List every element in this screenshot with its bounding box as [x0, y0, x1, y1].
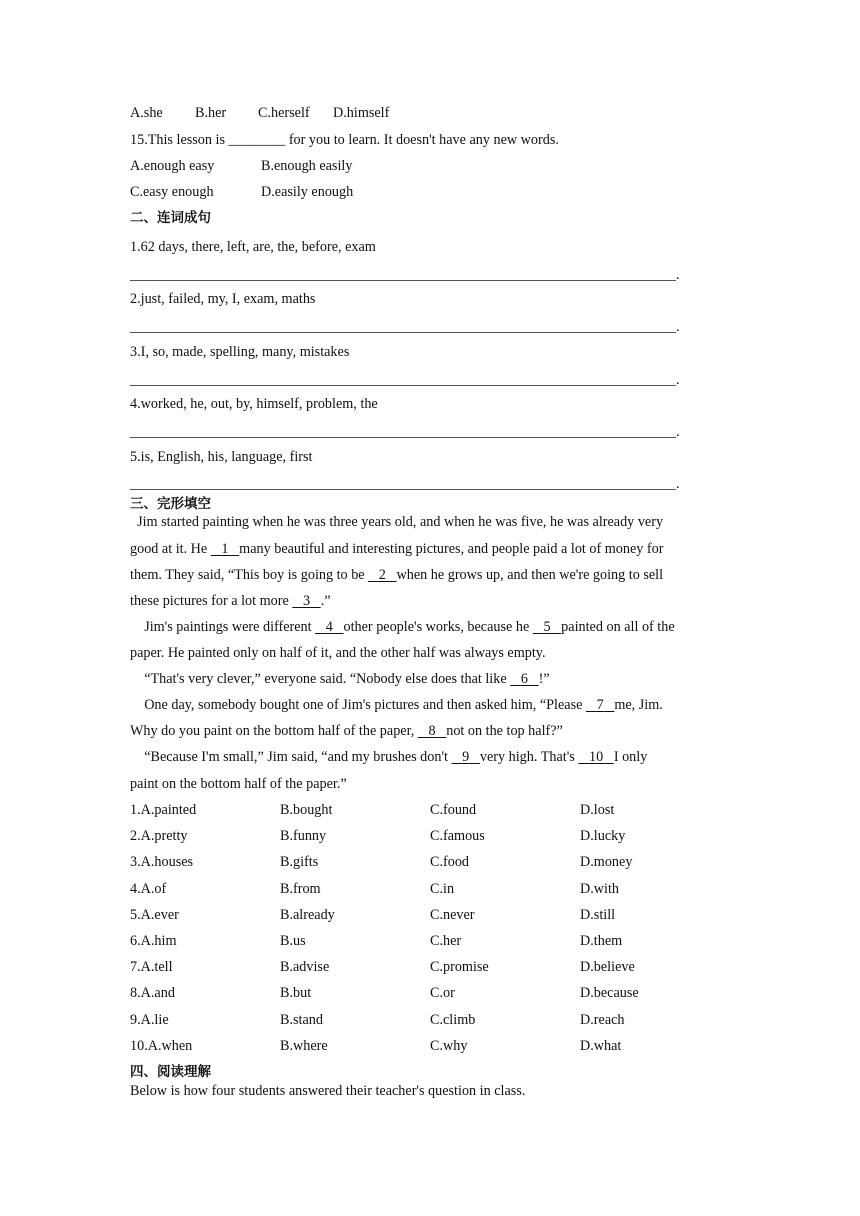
- passage-text: !”: [538, 671, 550, 687]
- cloze-option[interactable]: 1.A.painted: [130, 802, 197, 818]
- passage-line: [130, 722, 563, 740]
- cloze-blank-number: 5: [543, 619, 551, 635]
- passage-text: these pictures for a lot more: [130, 593, 293, 609]
- cloze-blank[interactable]: [292, 592, 320, 610]
- passage-line: [130, 644, 546, 662]
- answer-period: .: [676, 424, 680, 440]
- cloze-option[interactable]: B.advise: [280, 959, 330, 976]
- cloze-option[interactable]: 2.A.pretty: [130, 828, 188, 845]
- cloze-option[interactable]: B.but: [280, 985, 312, 1002]
- cloze-blank-number: 3: [302, 593, 311, 609]
- cloze-option[interactable]: D.them: [580, 933, 623, 949]
- passage-line: [130, 592, 331, 610]
- cloze-blank[interactable]: [578, 748, 613, 766]
- q15-option-c: C.easy enough: [130, 184, 214, 200]
- passage-line: [130, 670, 550, 688]
- answer-period: .: [676, 319, 680, 335]
- section2-item-1: 1.62 days, there, left, are, the, before, exam: [130, 239, 376, 255]
- cloze-option[interactable]: D.lost: [580, 802, 615, 818]
- cloze-option[interactable]: C.in: [430, 880, 455, 897]
- cloze-option[interactable]: B.where: [280, 1037, 328, 1054]
- cloze-option[interactable]: C.found: [430, 802, 477, 818]
- cloze-blank[interactable]: [315, 618, 343, 636]
- cloze-option[interactable]: C.why: [430, 1037, 468, 1054]
- passage-text: .”: [320, 593, 331, 609]
- answer-period: .: [676, 372, 680, 388]
- cloze-blank-number: 7: [596, 697, 604, 713]
- section3-heading: 三、完形填空: [130, 496, 211, 512]
- answer-period: .: [676, 267, 680, 283]
- cloze-blank-number: 10: [588, 749, 604, 765]
- passage-text: many beautiful and interesting pictures, and people paid a lot of money for: [239, 541, 664, 557]
- cloze-option[interactable]: B.funny: [280, 828, 327, 845]
- answer-period: .: [676, 476, 680, 492]
- cloze-option[interactable]: B.us: [280, 933, 306, 949]
- cloze-option[interactable]: D.still: [580, 906, 616, 923]
- cloze-blank[interactable]: [368, 566, 396, 584]
- passage-line: [130, 618, 675, 636]
- cloze-blank-number: 2: [378, 567, 386, 583]
- cloze-blank[interactable]: [586, 696, 614, 714]
- section2-item-3: 3.I, so, made, spelling, many, mistakes: [130, 344, 350, 360]
- section4-intro: Below is how four students answered their teacher's question in class.: [130, 1083, 526, 1099]
- cloze-blank-number: 1: [221, 541, 229, 557]
- cloze-option[interactable]: D.lucky: [580, 828, 626, 845]
- cloze-option[interactable]: C.never: [430, 906, 475, 923]
- cloze-option[interactable]: D.reach: [580, 1011, 625, 1028]
- cloze-option[interactable]: C.or: [430, 985, 455, 1002]
- cloze-option[interactable]: D.money: [580, 854, 633, 871]
- passage-text: good at it. He: [130, 541, 211, 557]
- q15-stem: 15.This lesson is ________ for you to learn. It doesn't have any new words.: [130, 132, 559, 148]
- cloze-option[interactable]: 10.A.when: [130, 1037, 193, 1054]
- cloze-blank[interactable]: [211, 540, 239, 558]
- passage-text: One day, somebody bought one of Jim's pictures and then asked him, “Please: [130, 697, 586, 713]
- passage-text: me, Jim.: [614, 697, 663, 713]
- cloze-option[interactable]: D.because: [580, 985, 639, 1002]
- cloze-blank[interactable]: [418, 722, 446, 740]
- cloze-option[interactable]: B.already: [280, 906, 335, 923]
- passage-text: painted on all of the: [561, 619, 675, 635]
- passage-text: Why do you paint on the bottom half of the paper,: [130, 723, 418, 739]
- passage-text: when he grows up, and then we're going to sell: [396, 567, 664, 583]
- cloze-blank[interactable]: [533, 618, 561, 636]
- cloze-option[interactable]: B.gifts: [280, 854, 319, 871]
- cloze-blank-number: 4: [325, 619, 333, 635]
- section2-item-2: 2.just, failed, my, I, exam, maths: [130, 291, 316, 307]
- q15-option-a: A.enough easy: [130, 158, 215, 174]
- cloze-option[interactable]: C.climb: [430, 1011, 476, 1028]
- cloze-option[interactable]: C.food: [430, 854, 470, 871]
- passage-text: I only: [613, 749, 648, 765]
- cloze-option[interactable]: D.what: [580, 1037, 622, 1054]
- cloze-blank-number: 9: [462, 749, 470, 765]
- passage-line: [130, 775, 347, 793]
- q14-option-b: B.her: [195, 105, 227, 121]
- section2-item-5: 5.is, English, his, language, first: [130, 449, 313, 465]
- cloze-option[interactable]: B.stand: [280, 1011, 323, 1028]
- passage-text: them. They said, “This boy is going to be: [130, 567, 369, 583]
- passage-text: Jim started painting when he was three years old, and when he was five, he was already very: [130, 514, 664, 530]
- q15-option-b: B.enough easily: [261, 158, 353, 174]
- cloze-blank[interactable]: [510, 670, 538, 688]
- cloze-option[interactable]: 6.A.him: [130, 933, 177, 949]
- passage-text: “That's very clever,” everyone said. “Nobody else does that like: [130, 671, 511, 687]
- passage-line: [130, 540, 663, 558]
- cloze-option[interactable]: B.from: [280, 880, 321, 897]
- section2-item-4: 4.worked, he, out, by, himself, problem, the: [130, 396, 378, 412]
- q14-option-c: C.herself: [258, 105, 310, 121]
- passage-line: [130, 513, 663, 531]
- cloze-option[interactable]: D.believe: [580, 959, 635, 976]
- cloze-option[interactable]: D.with: [580, 880, 620, 897]
- section4-heading: 四、阅读理解: [130, 1064, 211, 1080]
- cloze-option[interactable]: C.her: [430, 933, 462, 949]
- passage-text: not on the top half?”: [446, 723, 563, 739]
- passage-line: [130, 566, 663, 584]
- cloze-option[interactable]: 3.A.houses: [130, 854, 194, 871]
- q15-option-d: D.easily enough: [261, 184, 354, 200]
- q14-option-d: D.himself: [333, 105, 390, 121]
- passage-text: “Because I'm small,” Jim said, “and my brushes don't: [130, 749, 452, 765]
- cloze-option[interactable]: 9.A.lie: [130, 1011, 169, 1028]
- passage-text: Jim's paintings were different: [130, 619, 316, 635]
- section2-heading: 二、连词成句: [130, 210, 211, 226]
- cloze-option[interactable]: 5.A.ever: [130, 906, 179, 923]
- passage-line: [130, 748, 647, 766]
- cloze-option[interactable]: C.famous: [430, 828, 485, 845]
- q14-option-a: A.she: [130, 105, 163, 121]
- passage-text: other people's works, because he: [343, 619, 533, 635]
- passage-text: paint on the bottom half of the paper.”: [130, 776, 347, 792]
- passage-text: paper. He painted only on half of it, and the other half was always empty.: [130, 645, 546, 661]
- cloze-option[interactable]: 8.A.and: [130, 985, 175, 1002]
- cloze-option[interactable]: B.bought: [280, 802, 333, 818]
- cloze-option[interactable]: 7.A.tell: [130, 959, 173, 976]
- cloze-blank-number: 6: [520, 671, 528, 687]
- cloze-option[interactable]: 4.A.of: [130, 880, 167, 897]
- cloze-option[interactable]: C.promise: [430, 959, 489, 976]
- cloze-blank[interactable]: [452, 748, 480, 766]
- cloze-blank-number: 8: [428, 723, 436, 739]
- passage-text: very high. That's: [479, 749, 579, 765]
- passage-line: [130, 696, 663, 714]
